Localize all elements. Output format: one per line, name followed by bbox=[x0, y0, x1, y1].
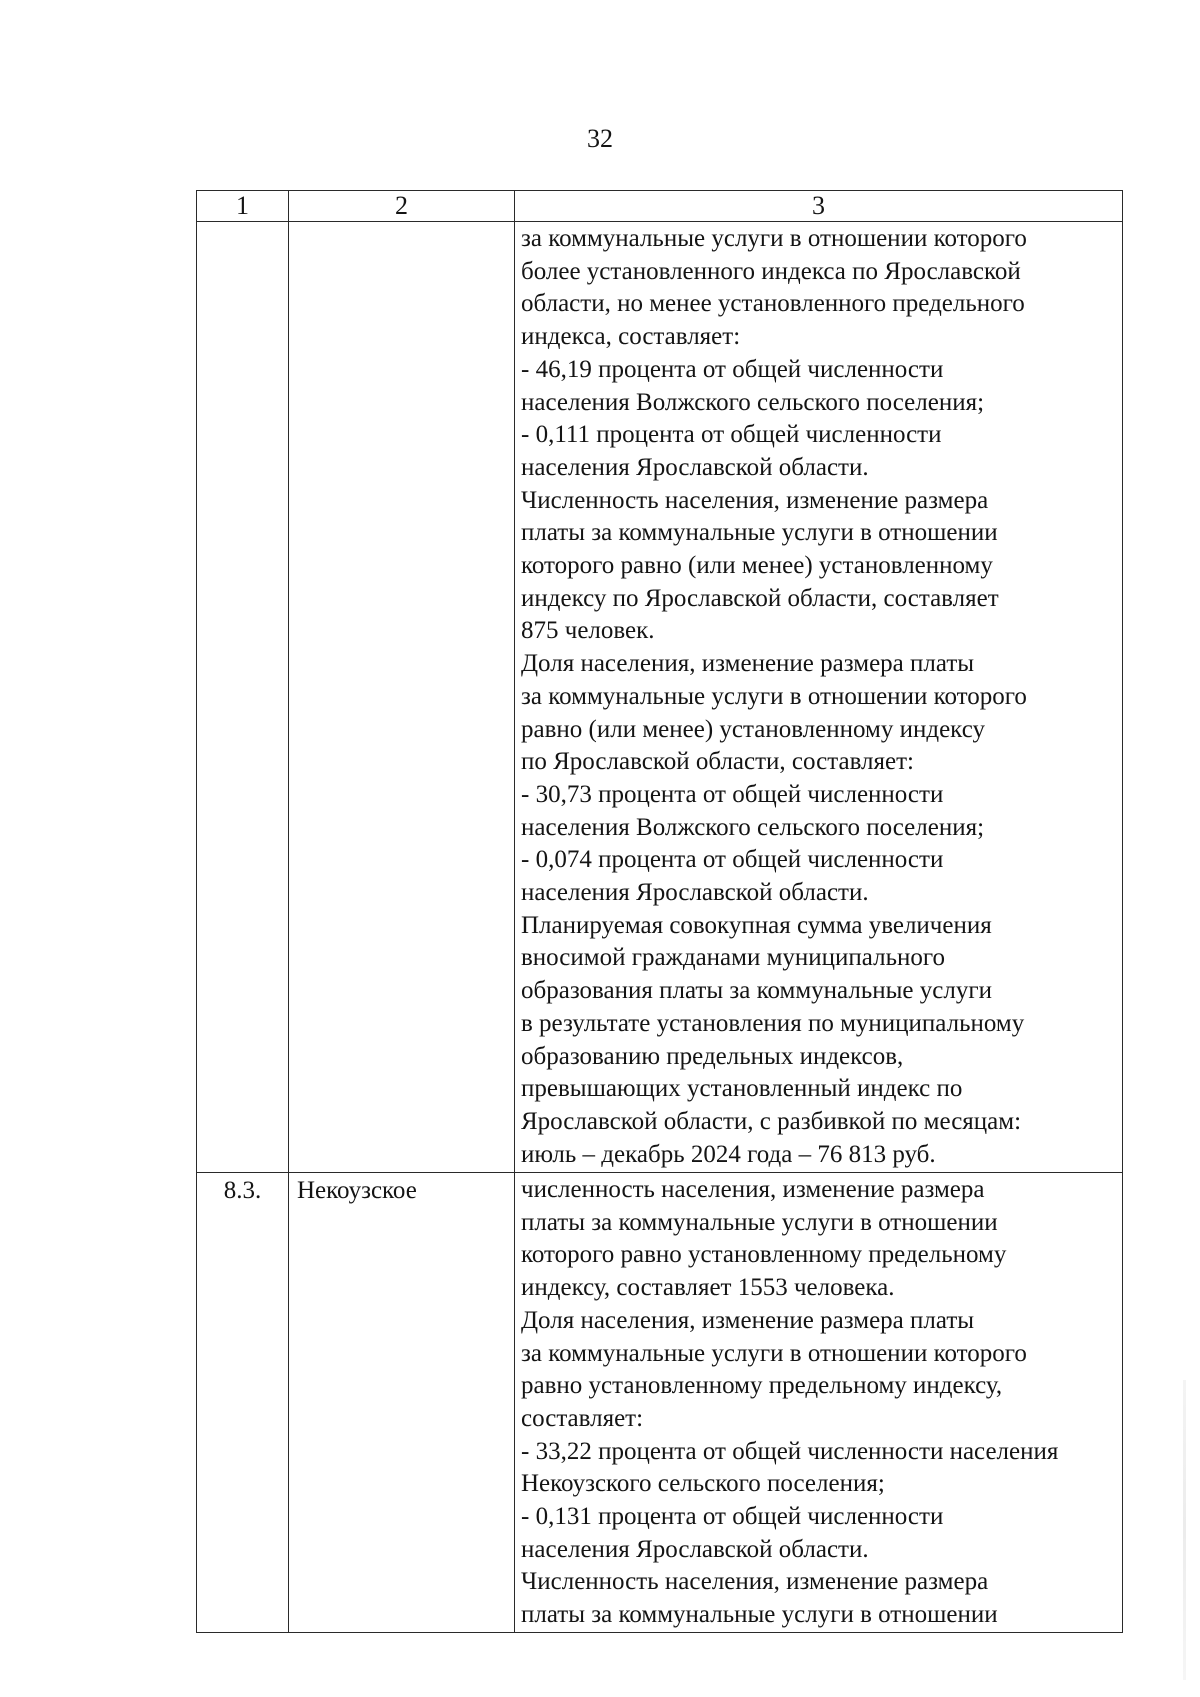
text-line: образования платы за коммунальные услуги bbox=[521, 977, 992, 1005]
text-line: более установленного индекса по Ярославской bbox=[521, 257, 1021, 285]
text-line: населения Волжского сельского поселения; bbox=[521, 813, 985, 841]
text-line: платы за коммунальные услуги в отношении bbox=[521, 519, 998, 547]
text-line: составляет: bbox=[521, 1404, 644, 1432]
text-line: Некоузского сельского поселения; bbox=[521, 1470, 885, 1498]
text-line: населения Волжского сельского поселения; bbox=[521, 388, 985, 416]
text-line: по Ярославской области, составляет: bbox=[521, 748, 914, 776]
text-line: - 0,074 процента от общей численности bbox=[521, 846, 944, 874]
text-line: населения Ярославской области. bbox=[521, 453, 869, 481]
settlement-name bbox=[289, 222, 515, 1173]
text-line: населения Ярославской области. bbox=[521, 1535, 869, 1563]
data-table bbox=[196, 190, 1123, 1633]
text-line: за коммунальные услуги в отношении которого bbox=[521, 225, 1027, 252]
text-line: индексу, составляет 1553 человека. bbox=[521, 1274, 895, 1302]
text-line: Доля населения, изменение размера платы bbox=[521, 650, 975, 678]
text-line: платы за коммунальные услуги в отношении bbox=[521, 1208, 998, 1236]
text-line: - 46,19 процента от общей численности bbox=[521, 355, 944, 383]
text-line: Численность населения, изменение размера bbox=[521, 486, 989, 514]
row-number bbox=[197, 222, 289, 1173]
text-line: которого равно (или менее) установленному bbox=[521, 552, 993, 580]
text-line: равно (или менее) установленному индексу bbox=[521, 715, 985, 743]
text-line: превышающих установленный индекс по bbox=[521, 1075, 963, 1103]
text-line: которого равно установленному предельному bbox=[521, 1241, 1007, 1269]
table-row bbox=[197, 222, 1123, 1173]
text-line: - 33,22 процента от общей численности населения bbox=[521, 1437, 1059, 1465]
text-line: Доля населения, изменение размера платы bbox=[521, 1306, 975, 1334]
text-line: области, но менее установленного предельного bbox=[521, 290, 1025, 318]
text-line: за коммунальные услуги в отношении которого bbox=[521, 682, 1027, 710]
text-line: индексу по Ярославской области, составляет bbox=[521, 584, 999, 612]
text-line: численность населения, изменение размера bbox=[521, 1176, 985, 1203]
column-header-2: 2 bbox=[289, 191, 515, 222]
text-line: в результате установления по муниципальному bbox=[521, 1009, 1025, 1037]
text-line: - 0,131 процента от общей численности bbox=[521, 1503, 944, 1531]
settlement-name: Некоузское bbox=[289, 1173, 515, 1633]
text-line: платы за коммунальные услуги в отношении bbox=[521, 1601, 998, 1629]
description-cell bbox=[515, 222, 1123, 1173]
text-line: - 30,73 процента от общей численности bbox=[521, 780, 944, 808]
column-header-1: 1 bbox=[197, 191, 289, 222]
text-line: Ярославской области, с разбивкой по месяцам: bbox=[521, 1107, 1022, 1135]
text-line: июль – декабрь 2024 года – 76 813 руб. bbox=[521, 1140, 936, 1168]
description-cell bbox=[515, 1173, 1123, 1633]
text-line: - 0,111 процента от общей численности bbox=[521, 421, 942, 449]
row-number: 8.3. bbox=[197, 1173, 289, 1633]
column-header-3: 3 bbox=[515, 191, 1123, 222]
table-row bbox=[197, 1173, 1123, 1633]
text-line: образованию предельных индексов, bbox=[521, 1042, 904, 1070]
page-number: 32 bbox=[587, 124, 613, 153]
text-line: индекса, составляет: bbox=[521, 323, 741, 351]
text-line: равно установленному предельному индексу, bbox=[521, 1372, 1003, 1400]
text-line: Планируемая совокупная сумма увеличения bbox=[521, 911, 992, 939]
table-header-row bbox=[197, 191, 1123, 222]
text-line: Численность населения, изменение размера bbox=[521, 1568, 989, 1596]
text-line: населения Ярославской области. bbox=[521, 879, 869, 907]
scan-edge-mark bbox=[1183, 1380, 1186, 1680]
text-line: вносимой гражданами муниципального bbox=[521, 944, 946, 972]
text-line: 875 человек. bbox=[521, 617, 655, 645]
text-line: за коммунальные услуги в отношении которого bbox=[521, 1339, 1027, 1367]
